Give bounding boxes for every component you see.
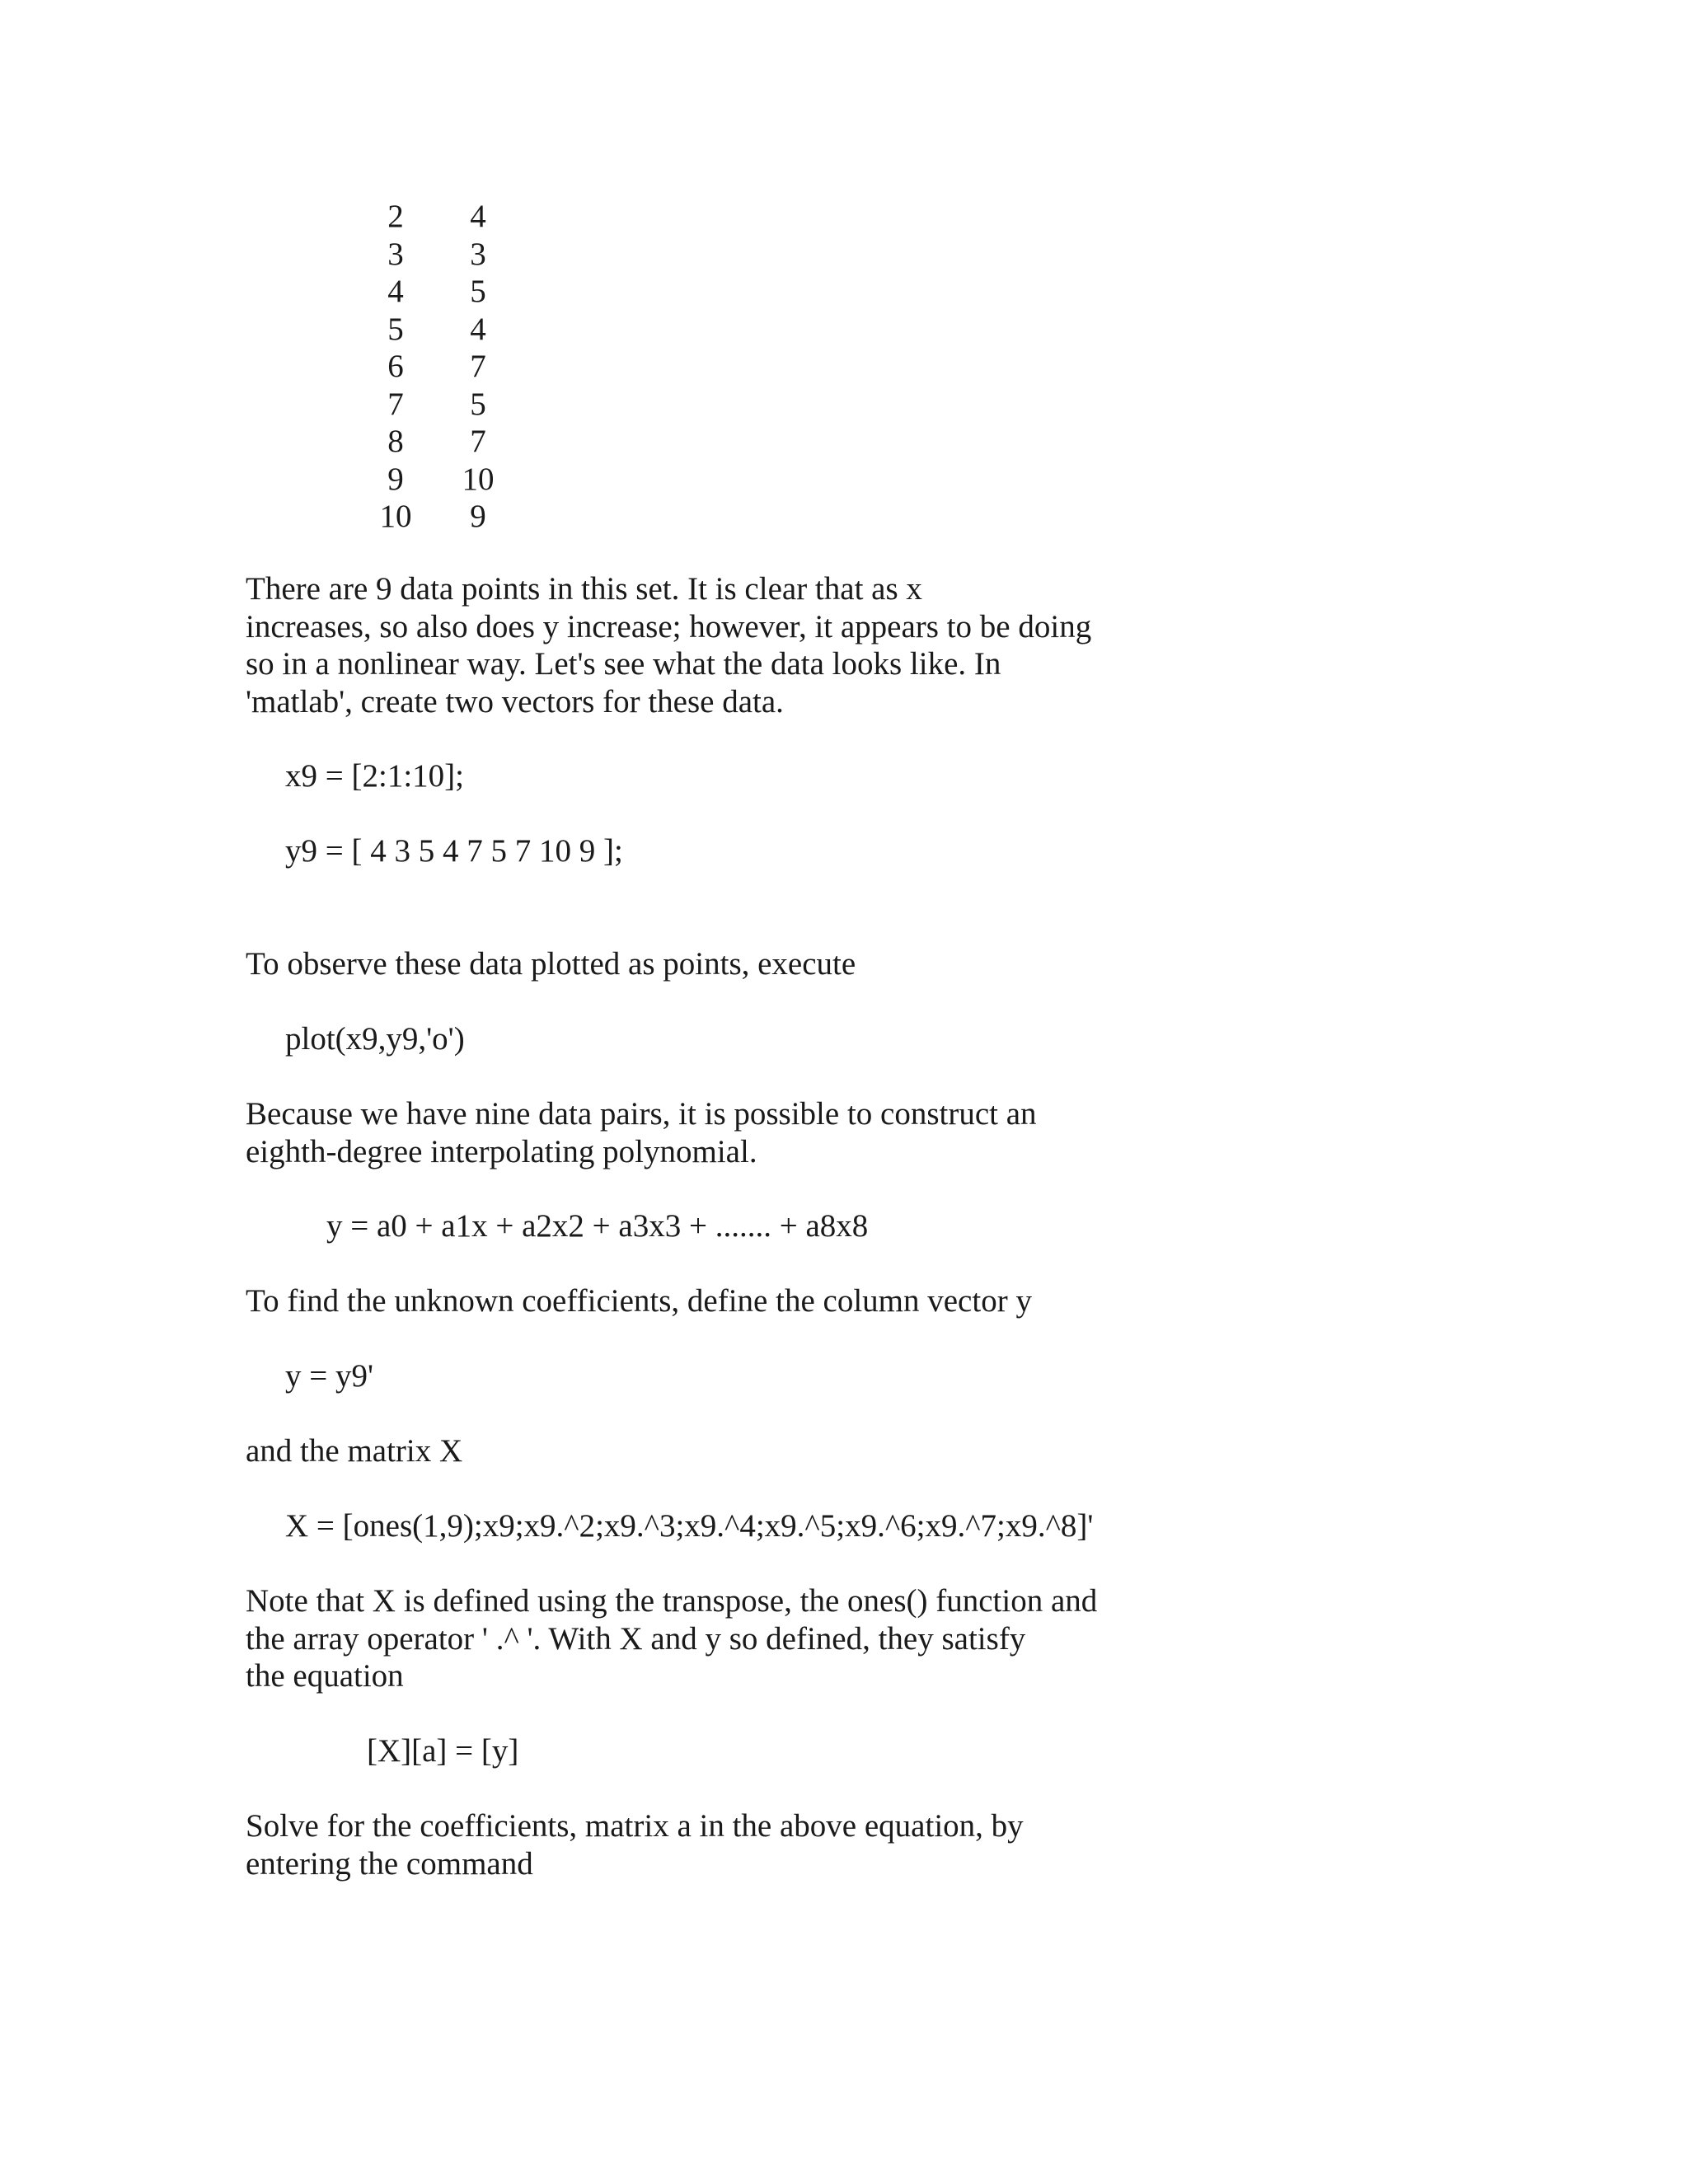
table-row <box>346 423 511 461</box>
text-line: Because we have nine data pairs, it is possible to construct an <box>246 1096 1037 1132</box>
polynomial-equation: y = a0 + a1x + a2x2 + a3x3 + ....... + a8x8 <box>326 1208 869 1244</box>
matrix-x-paragraph <box>246 1432 462 1470</box>
x-value: 5 <box>387 311 404 347</box>
y-value: 4 <box>470 199 486 234</box>
find-coeffs-paragraph <box>246 1282 1032 1320</box>
text-line: eighth-degree interpolating polynomial. <box>246 1133 757 1169</box>
note-paragraph <box>246 1582 1097 1695</box>
table-row <box>346 461 511 499</box>
x-value: 3 <box>387 236 404 272</box>
text-line: the equation <box>246 1658 404 1694</box>
text-line: Solve for the coefficients, matrix a in the above equation, by <box>246 1808 1024 1844</box>
table-row <box>346 236 511 274</box>
x-value: 10 <box>379 499 412 534</box>
y-value: 10 <box>462 461 495 497</box>
y-value: 3 <box>470 236 486 272</box>
solve-paragraph <box>246 1807 1024 1882</box>
nine-pairs-paragraph <box>246 1095 1037 1170</box>
code-y9: y9 = [ 4 3 5 4 7 5 7 10 9 ]; <box>285 833 623 869</box>
table-row <box>346 498 511 536</box>
intro-paragraph <box>246 570 1091 720</box>
y-value: 5 <box>470 386 486 422</box>
code-x9: x9 = [2:1:10]; <box>285 758 464 794</box>
code-plot: plot(x9,y9,'o') <box>285 1021 465 1057</box>
text-line: Note that X is defined using the transpose, the ones() function and <box>246 1583 1098 1619</box>
data-table <box>346 198 511 536</box>
text-line: To observe these data plotted as points, execute <box>246 946 856 982</box>
observe-paragraph <box>246 945 856 983</box>
table-row <box>346 348 511 386</box>
x-value: 6 <box>387 349 404 384</box>
table-row <box>346 273 511 311</box>
text-line: and the matrix X <box>246 1433 463 1469</box>
text-line: entering the command <box>246 1845 533 1882</box>
text-line: increases, so also does y increase; however, it appears to be doing <box>246 608 1092 644</box>
text-line: To find the unknown coefficients, define the column vector y <box>246 1283 1032 1319</box>
matrix-equation: [X][a] = [y] <box>367 1733 519 1769</box>
code-x-matrix: X = [ones(1,9);x9;x9.^2;x9.^3;x9.^4;x9.^5;x9.^6;x9.^7;x9.^8]' <box>285 1508 1094 1544</box>
y-value: 7 <box>470 424 486 459</box>
text-line: 'matlab', create two vectors for these data. <box>246 683 784 719</box>
table-row <box>346 311 511 349</box>
text-line: There are 9 data points in this set. It is clear that as x <box>246 571 922 607</box>
table-row <box>346 198 511 236</box>
y-value: 5 <box>470 274 486 309</box>
code-y-column: y = y9' <box>285 1358 374 1394</box>
y-value: 4 <box>470 311 486 347</box>
table-row <box>346 386 511 424</box>
y-value: 7 <box>470 349 486 384</box>
x-value: 7 <box>387 386 404 422</box>
y-value: 9 <box>470 499 486 534</box>
x-value: 2 <box>387 199 404 234</box>
text-line: so in a nonlinear way. Let's see what the data looks like. In <box>246 646 1001 682</box>
text-line: the array operator ' .^ '. With X and y so defined, they satisfy <box>246 1620 1026 1657</box>
x-value: 8 <box>387 424 404 459</box>
x-value: 9 <box>387 461 404 497</box>
x-value: 4 <box>387 274 404 309</box>
